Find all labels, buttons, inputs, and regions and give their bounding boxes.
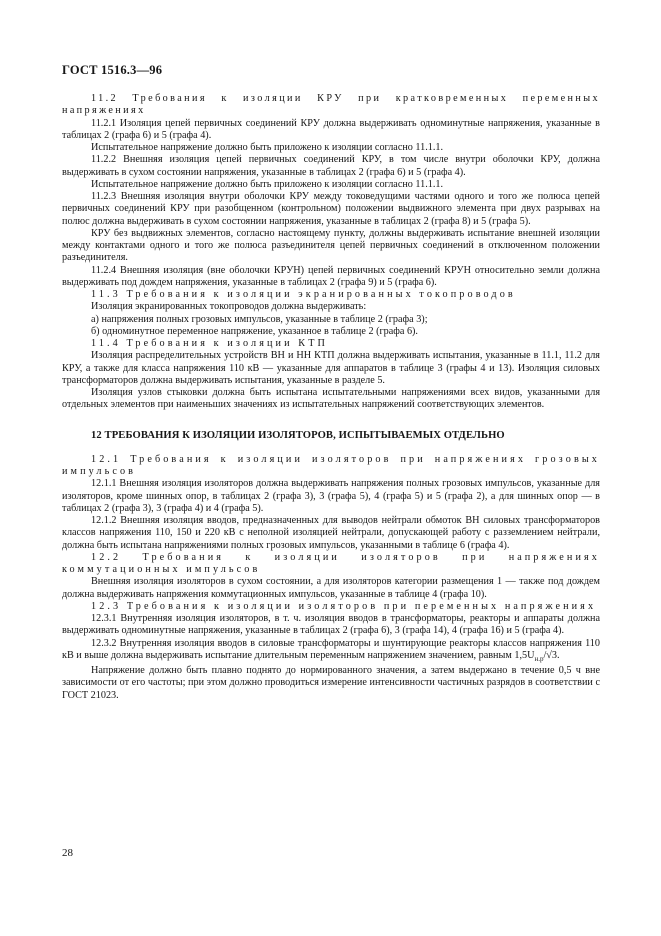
clause-12-2-title: 12.2 Требования к изоляции изоляторов при напряжениях коммутационных импульсов [62, 551, 600, 575]
clause-11-2-title: 11.2 Требования к изоляции КРУ при кратковременных переменных напряжениях [62, 93, 600, 117]
clause-12-3-2-end: /√3. [543, 649, 560, 661]
document-body [62, 93, 600, 702]
clause-12-3-2-note: Напряжение должно быть плавно поднято до нормированного значения, а затем выдержано в течение 0,5 ч вне зависимости от его частоты; при этом должно проводиться измерение интенсивности частичных разрядов в соответствии с ГОСТ 21023. [62, 665, 600, 701]
clause-11-3-item-b: б) одноминутное переменное напряжение, указанное в таблице 2 (графа 6). [91, 325, 418, 337]
clause-12-3-1: 12.3.1 Внутренняя изоляция изоляторов, в т. ч. изоляция вводов в трансформаторы, реакторы и аппараты должна выдерживать одноминутные напряжения, указанные в таблицах 2 (графа 6), 3 (графа 14), 4 (графа 16) и 5 (графа 4). [62, 613, 600, 637]
clause-12-3-2 [62, 638, 600, 666]
clause-12-1-1: 12.1.1 Внешняя изоляция изоляторов должна выдерживать напряжения полных грозовых импульсов, указанные для изоляторов, кроме шинных опор, в таблицах 2 (графа 3), 3 (графа 5), 4 (графа 5) и 5 (графа 2), а для шинных опор — в таблицах 2 (графа 3), 3 (графа 4) и 4 (графа 5). [62, 478, 600, 514]
document-header: ГОСТ 1516.3—96 [62, 63, 163, 77]
section-12-heading: 12 ТРЕБОВАНИЯ К ИЗОЛЯЦИИ ИЗОЛЯТОРОВ, ИСПЫТЫВАЕМЫХ ОТДЕЛЬНО [91, 429, 505, 441]
clause-12-1-title: 12.1 Требования к изоляции изоляторов при напряжениях грозовых импульсов [62, 453, 600, 477]
clause-11-2-3-note: КРУ без выдвижных элементов, согласно настоящему пункту, должны выдерживать испытание внешней изоляции между контактами одного и того же полюса разъединителя цепей первичных соединений в отключенном положении разъединителя. [62, 227, 600, 264]
clause-11-2-1: 11.2.1 Изоляция цепей первичных соединений КРУ должна выдерживать одноминутные напряжения, указанные в таблицах 2 (графа 6) и 5 (графа 4). [62, 117, 600, 141]
page-number: 28 [62, 847, 73, 859]
clause-12-2-text: Внешняя изоляция изоляторов в сухом состоянии, а для изоляторов категории размещения 1 — также под дождем должна выдерживать напряжения коммутационных импульсов, указанные в таблице 4 (графа 10). [62, 576, 600, 600]
clause-11-3-title: 11.3 Требования к изоляции экранированных токопроводов [91, 289, 516, 300]
clause-11-4-title: 11.4 Требования к изоляции КТП [91, 338, 328, 349]
clause-11-2-4: 11.2.4 Внешняя изоляция (вне оболочки КРУН) цепей первичных соединений КРУН относительно земли должна выдерживать под дождем напряжения, указанные в таблицах 2 (графа 9) и 5 (графа 6). [62, 264, 600, 288]
clause-11-3-item-a: а) напряжения полных грозовых импульсов, указанные в таблице 2 (графа 3); [91, 313, 428, 325]
clause-11-2-2: 11.2.2 Внешняя изоляция цепей первичных соединений КРУ, в том числе внутри оболочки КРУ, должна выдерживать в сухом состоянии напряжения, указанные в таблицах 2 (графа 6) и 5 (графа 4). [62, 154, 600, 178]
clause-11-4-note: Изоляция узлов стыковки должна быть испытана испытательными напряжениями всех видов, указанными для отдельных элементов при наименьших значениях из испытательных напряжений соответствующих элементов. [62, 387, 600, 411]
clause-11-2-1-note: Испытательное напряжение должно быть приложено к изоляции согласно 11.1.1. [91, 142, 444, 153]
clause-11-3-intro: Изоляция экранированных токопроводов должна выдерживать: [91, 301, 367, 313]
clause-11-4-text: Изоляция распределительных устройств ВН и НН КТП должна выдерживать испытания, указанные в 11.1, 11.2 для КРУ, а также для класса напряжения 110 кВ — указанные для аппаратов в таблице 3 (графы 4 и 13). Изоляция силовых трансформаторов должна выдерживать испытания, указанные в разделе 5. [62, 350, 600, 386]
clause-12-3-title: 12.3 Требования к изоляции изоляторов при переменных напряжениях [91, 600, 597, 612]
clause-11-2-2-note: Испытательное напряжение должно быть приложено к изоляции согласно 11.1.1. [91, 178, 444, 190]
clause-11-2-3: 11.2.3 Внешняя изоляция внутри оболочки КРУ между токоведущими частями одного и того же полюса цепей первичных соединений КРУ при разобщенном (контрольном) положении выдвижного элемента при двух разрывах на полюс должна выдерживать в сухом состоянии напряжения, указанные в таблицах 2 (графа 8) и 5 (графа 5). [62, 191, 600, 227]
clause-12-3-2-subscript: н.р [534, 654, 544, 663]
clause-12-3-2-text: 12.3.2 Внутренняя изоляция вводов в силовые трансформаторы и шунтирующие реакторы классов напряжения 110 кВ и выше должна выдерживать испытание длительным переменным напряжением значением, равным 1,5U [62, 637, 600, 661]
clause-12-1-2: 12.1.2 Внешняя изоляция вводов, предназначенных для выводов нейтрали обмоток ВН силовых трансформаторов классов напряжения 110, 150 и 220 кВ с неполной изоляцией нейтрали, допускающей работу с разземлением нейтрали, должна быть испытана напряжениями полных грозовых импульсов, указанными в таблице 6 (графа 4). [62, 515, 600, 551]
